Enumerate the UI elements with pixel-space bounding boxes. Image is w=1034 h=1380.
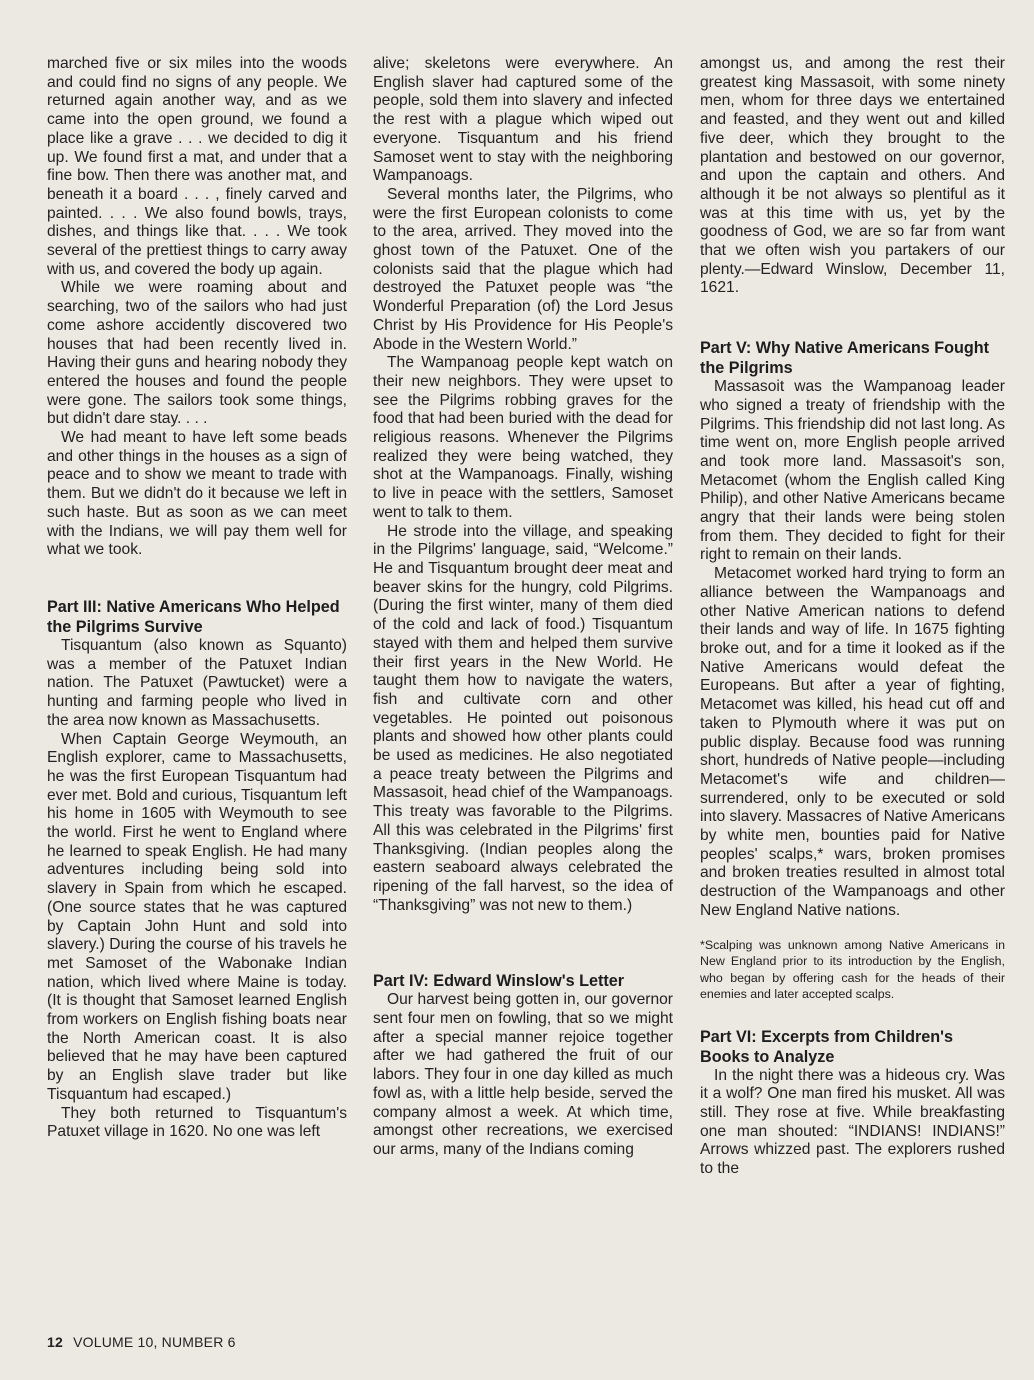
paragraph: marched five or six miles into the woods and could find no signs of any people. We returned again another way, and as we came into the open ground, we found a place like a grave . . . we decided to dig it up. We found first a mat, and under that a fine bow. Then there was another mat, and beneath it a board . . . , finely carved and painted. . . . We also found bowls, trays, dishes, and things like that. . . . We took several of the prettiest things to carry away with us, and covered the body up again.	[47, 55, 347, 278]
heading-part-4: Part IV: Edward Winslow's Letter	[373, 972, 625, 991]
paragraph: Several months later, the Pilgrims, who were the first European colonists to come to the area, arrived. They moved into the ghost town of the Patuxet. One of the colonists said that the plague which had destroyed the Patuxet people was “the Wonderful Preparation (of) the Lord Jesus Christ by His Providence for His People's Abode in the Western World.”	[373, 185, 673, 353]
page-footer	[47, 1334, 236, 1350]
paragraph: While we were roaming about and searching, two of the sailors who had just come ashore accidently discovered two houses that had been recently lived in. Having their guns and hearing nobody they entered the houses and found the people were gone. The sailors took some things, but didn't dare stay. . . .	[47, 279, 347, 428]
paragraph: Massasoit was the Wampanoag leader who signed a treaty of friendship with the Pilgrims. This friendship did not last long. As time went on, more English people arrived and took more land. Massasoit's son, Metacomet (whom the English called King Philip), and other Native Americans became angry that their lands were being stolen from them. They decided to fight for their right to remain on their lands.	[700, 378, 1005, 564]
issue-label: VOLUME 10, NUMBER 6	[73, 1334, 236, 1350]
heading-part-3: Part III: Native Americans Who Helped the Pilgrims Survive	[47, 597, 340, 636]
page-number: 12	[47, 1334, 63, 1350]
paragraph: amongst us, and among the rest their greatest king Massasoit, with some ninety men, whom for three days we entertained and feasted, and they went out and killed five deer, which they brought to the plantation and bestowed on our governor, and upon the captain and others. And although it be not always so plentiful as it was at this time with us, yet by the goodness of God, we are so far from want that we often wish you partakers of our plenty.—Edward Winslow, December 11, 1621.	[700, 55, 1005, 297]
column-3	[700, 55, 1005, 1179]
column-1	[47, 55, 347, 1142]
paragraph: Metacomet worked hard trying to form an alliance between the Wampanoags and other Native American nations to defend their lands and way of life. In 1675 fighting broke out, and for a time it looked as if the Native Americans would defeat the Europeans. But after a year of fighting, Metacomet was killed, his head cut off and taken to Plymouth where it was put on public display. Because food was running short, hundreds of Native people—including Metacomet's wife and children—surrendered, only to be executed or sold into slavery. Massacres of Native Americans by white men, bounties paid for Native peoples' scalps,* wars, broken promises and broken treaties resulted in almost total destruction of the Wampanoags and other New England Native nations.	[700, 565, 1005, 919]
paragraph: They both returned to Tisquantum's Patuxet village in 1620. No one was left	[47, 1104, 347, 1141]
footnote: *Scalping was unknown among Native Americans in New England prior to its introduction by the English, who began by offering cash for the heads of their enemies and later accepted scalps.	[700, 937, 1005, 1002]
paragraph: alive; skeletons were everywhere. An English slaver had captured some of the people, sold them into slavery and infected the rest with a plague which wiped out everyone. Tisquantum and his friend Samoset went to stay with the neighboring Wampanoags.	[373, 55, 673, 185]
paragraph: Tisquantum (also known as Squanto) was a member of the Patuxet Indian nation. The Patuxet (Pawtucket) were a hunting and farming people who lived in the area now known as Massachusetts.	[47, 636, 347, 729]
column-2	[373, 55, 673, 1160]
heading-part-6: Part VI: Excerpts from Children's Books to Analyze	[700, 1027, 954, 1066]
paragraph: Our harvest being gotten in, our governor sent four men on fowling, that so we might after a special manner rejoice together after we had gathered the fruit of our labors. They four in one day killed as much fowl as, with a little help beside, served the company almost a week. At which time, amongst other recreations, we exercised our arms, many of the Indians coming	[373, 991, 673, 1158]
paragraph: We had meant to have left some beads and other things in the houses as a sign of peace and to show we meant to trade with them. But we didn't do it because we left in such haste. But as soon as we can meet with the Indians, we will pay them well for what we took.	[47, 429, 347, 559]
paragraph: In the night there was a hideous cry. Was it a wolf? One man fired his musket. All was still. They rose at five. While breakfasting one man shouted: “INDIANS! INDIANS!” Arrows whizzed past. The explorers rushed to the	[700, 1066, 1005, 1178]
paragraph: He strode into the village, and speaking in the Pilgrims' language, said, “Welcome.” He and Tisquantum brought deer meat and beaver skins for the hungry, cold Pilgrims. (During the first winter, many of them died of the cold and lack of food.) Tisquantum stayed with them and helped them survive their first years in the New World. He taught them how to navigate the waters, fish and cultivate corn and other vegetables. He pointed out poisonous plants and showed how other plants could be used as medicines. He also negotiated a peace treaty between the Pilgrims and Massasoit, head chief of the Wampanoags. This treaty was favorable to the Pilgrims. All this was celebrated in the Pilgrims' first Thanksgiving. (Indian peoples along the eastern seaboard always celebrated the ripening of the fall harvest, so the idea of “Thanksgiving” was not new to them.)	[373, 522, 673, 914]
paragraph: The Wampanoag people kept watch on their new neighbors. They were upset to see the Pilgrims robbing graves for the food that had been buried with the dead for religious reasons. Whenever the Pilgrims realized they were being watched, they shot at the Wampanoags. Finally, wishing to live in peace with the settlers, Samoset went to talk to them.	[373, 354, 673, 521]
heading-part-5: Part V: Why Native Americans Fought the Pilgrims	[700, 339, 990, 378]
paragraph: When Captain George Weymouth, an English explorer, came to Massachusetts, he was the first European Tisquantum had ever met. Bold and curious, Tisquantum left his home in 1605 with Weymouth to see the world. First he went to England where he learned to speak English. He had many adventures including being sold into slavery in Spain from which he escaped. (One source states that he was captured by Captain John Hunt and sold into slavery.) During the course of his travels he met Samoset of the Wabonake Indian nation, which lived where Maine is today. (It is thought that Samoset learned English from workers on English fishing boats near the North American coast. It is also believed that he may have been captured by an English slave trader but like Tisquantum had escaped.)	[47, 730, 347, 1103]
